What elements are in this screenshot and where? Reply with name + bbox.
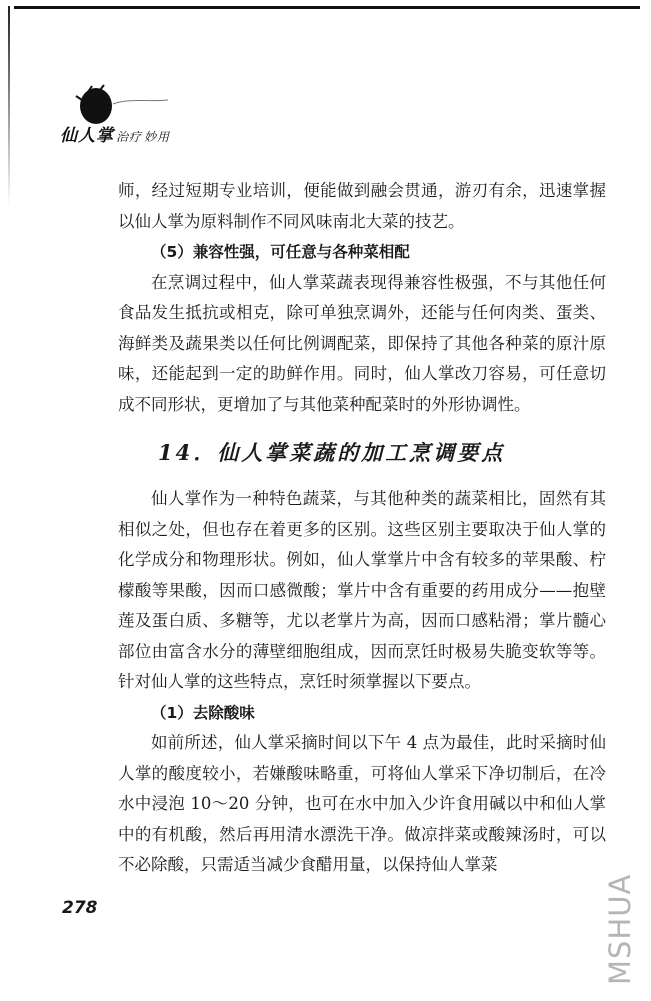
top-rule [14, 6, 640, 9]
section-title: 14．仙人掌菜蔬的加工烹调要点 [158, 440, 506, 465]
running-head [60, 121, 170, 146]
paragraph-intro: 仙人掌作为一种特色蔬菜，与其他种类的蔬菜相比，固然有其相似之处，但也存在着更多的区别。这些区别主要取决于仙人掌的化学成分和物理形状。例如，仙人掌掌片中含有较多的苹果酸、柠檬酸等果酸，因而口感微酸；掌片中含有重要的药用成分——抱壁莲及蛋白质、多糖等，尤以老掌片为高，因而口感粘滑；掌片髓心部位由富含水分的薄壁细胞组成，因而烹饪时极易失脆变软等等。针对仙人掌的这些特点，烹饪时须掌握以下要点。 [118, 489, 606, 691]
running-head-subtitle: 治疗 [116, 130, 143, 144]
page-number: 278 [62, 898, 98, 918]
running-head-subtitle-suffix: 妙用 [144, 130, 171, 144]
watermark: MSHUA [603, 873, 637, 985]
page-edge-shadow [8, 6, 10, 206]
paragraph-5: 在烹调过程中，仙人掌菜蔬表现得兼容性极强，不与其他任何食品发生抵抗或相克，除可单独烹调外，还能与任何肉类、蛋类、海鲜类及蔬果类以任何比例调配菜，即保持了其他各种菜的原汁原味，还能起到一定的助鲜作用。同时，仙人掌改刀容易，可任意切成不同形状，更增加了与其他菜种配菜时的外形协调性。 [118, 272, 606, 414]
page-body [118, 176, 606, 881]
paragraph-1: 如前所述，仙人掌采摘时间以下午 4 点为最佳，此时采摘时仙人掌的酸度较小，若嫌酸味略重，可将仙人掌采下净切制后，在冷水中浸泡 10～20 分钟，也可在水中加入少许食用碱以中和仙人掌中的有机酸，然后再用清水漂洗干净。做凉拌菜或酸辣汤时，可以不必除酸，只需适当减少食醋用量，以保持仙人掌菜 [118, 733, 606, 874]
subheading-1: （1）去除酸味 [151, 703, 255, 722]
running-head-title: 仙人掌 [60, 126, 114, 146]
paragraph-continued: 师，经过短期专业培训，便能做到融会贯通，游刃有余，迅速掌握以仙人掌为原料制作不同风味南北大菜的技艺。 [118, 181, 606, 231]
subheading-5: （5）兼容性强，可任意与各种菜相配 [151, 243, 410, 261]
